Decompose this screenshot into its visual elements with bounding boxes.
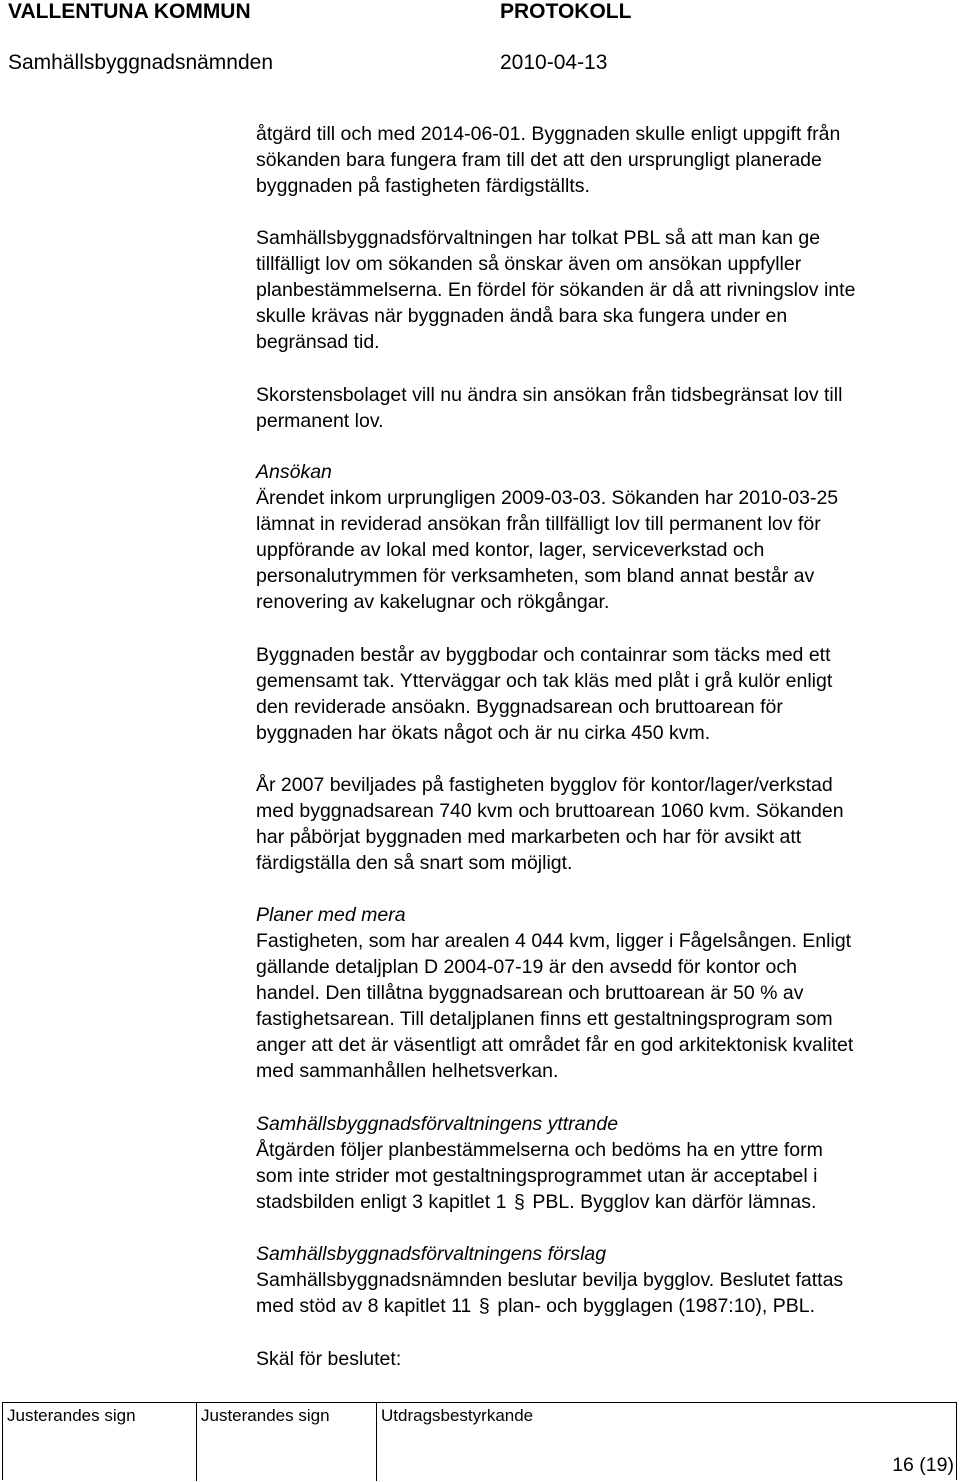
section-heading: Samhällsbyggnadsförvaltningens yttrande [256, 1113, 619, 1135]
text-line: anger att det är väsentligt att området får en god arkitektonisk kvalitet [256, 1034, 854, 1056]
text-line: Skäl för beslutet: [256, 1348, 402, 1370]
text-fragment: med stöd av 8 kapitlet 11 [256, 1295, 472, 1317]
section-yttrande [256, 1111, 956, 1215]
text-line: sökanden bara fungera fram till det att den ursprungligt planerade [256, 149, 822, 171]
text-line: färdigställa den så snart som möjligt. [256, 852, 573, 874]
text-line: Skorstensbolaget vill nu ändra sin ansökan från tidsbegränsat lov till [256, 384, 843, 406]
text-line [256, 1293, 956, 1319]
text-line: gällande detaljplan D 2004-07-19 är den avsedd för kontor och [256, 956, 797, 978]
paragraph-2007-permit [256, 772, 956, 876]
text-line: fastighetsarean. Till detaljplanen finns ett gestaltningsprogram som [256, 1008, 833, 1030]
board-name: Samhällsbyggnadsnämnden [8, 51, 274, 74]
text-fragment: plan- och bygglagen (1987:10), PBL. [497, 1295, 815, 1317]
section-ansokan [256, 459, 956, 615]
section-planer [256, 902, 956, 1084]
signature-label: Justerandes sign [201, 1406, 330, 1425]
text-line: Samhällsbyggnadsförvaltningen har tolkat PBL så att man kan ge [256, 227, 821, 249]
page-number: 16 (19) [892, 1454, 954, 1476]
text-line: åtgärd till och med 2014-06-01. Byggnaden skulle enligt uppgift från [256, 123, 841, 145]
signature-cell-1 [3, 1403, 197, 1481]
text-line: med byggnadsarean 740 kvm och bruttoarean 1060 kvm. Sökanden [256, 800, 844, 822]
text-line: gemensamt tak. Ytterväggar och tak kläs med plåt i grå kulör enligt [256, 670, 833, 692]
section-sign: § [478, 1295, 490, 1317]
section-heading: Ansökan [256, 461, 332, 483]
text-line: byggnaden har ökats något och är nu cirka 450 kvm. [256, 722, 711, 744]
text-line: År 2007 beviljades på fastigheten bygglov för kontor/lager/verkstad [256, 774, 833, 796]
text-line: renovering av kakelugnar och rökgångar. [256, 591, 610, 613]
text-line: skulle krävas när byggnaden ändå bara ska fungera under en [256, 305, 788, 327]
section-sign: § [513, 1191, 525, 1213]
paragraph-grounds [256, 1346, 956, 1372]
text-line: begränsad tid. [256, 331, 380, 353]
text-line: med sammanhållen helhetsverkan. [256, 1060, 559, 1082]
text-line: planbestämmelserna. En fördel för sökanden är då att rivningslov inte [256, 279, 856, 301]
section-forslag [256, 1241, 956, 1319]
organization-name: VALLENTUNA KOMMUN [8, 0, 251, 23]
text-line: Åtgärden följer planbestämmelserna och bedöms ha en yttre form [256, 1139, 823, 1161]
meeting-date: 2010-04-13 [500, 51, 608, 74]
text-line: Fastigheten, som har arealen 4 044 kvm, ligger i Fågelsången. Enligt [256, 930, 852, 952]
certification-label: Utdragsbestyrkande [381, 1406, 534, 1425]
text-line: uppförande av lokal med kontor, lager, serviceverkstad och [256, 539, 765, 561]
text-line: personalutrymmen för verksamheten, som bland annat består av [256, 565, 815, 587]
text-line: handel. Den tillåtna byggnadsarean och bruttoarean är 50 % av [256, 982, 804, 1004]
text-fragment: PBL. Bygglov kan därför lämnas. [532, 1191, 817, 1213]
text-line: Byggnaden består av byggbodar och containrar som täcks med ett [256, 644, 831, 666]
text-line: byggnaden på fastigheten färdigställts. [256, 175, 590, 197]
certification-cell [377, 1403, 955, 1481]
paragraph-timeframe [256, 121, 956, 199]
text-line: tillfälligt lov om sökanden så önskar även om ansökan uppfyller [256, 253, 802, 275]
text-line: som inte strider mot gestaltningsprogrammet utan är acceptabel i [256, 1165, 818, 1187]
paragraph-change-request [256, 382, 956, 434]
text-line: har påbörjat byggnaden med markarbeten och har för avsikt att [256, 826, 802, 848]
text-line: Ärendet inkom urprungligen 2009-03-03. Sökanden har 2010-03-25 [256, 487, 839, 509]
text-line: Samhällsbyggnadsnämnden beslutar bevilja bygglov. Beslutet fattas [256, 1269, 844, 1291]
section-heading: Planer med mera [256, 904, 406, 926]
signature-footer [2, 1402, 957, 1480]
document-type: PROTOKOLL [500, 0, 632, 23]
signature-cell-2 [197, 1403, 377, 1481]
paragraph-pbl-interpretation [256, 225, 956, 355]
paragraph-building-description [256, 642, 956, 746]
text-line [256, 1189, 956, 1215]
text-fragment: stadsbilden enligt 3 kapitlet 1 [256, 1191, 507, 1213]
text-line: permanent lov. [256, 410, 384, 432]
text-line: den reviderade ansöakn. Byggnadsarean och bruttoarean för [256, 696, 783, 718]
signature-label: Justerandes sign [7, 1406, 136, 1425]
section-heading: Samhällsbyggnadsförvaltningens förslag [256, 1243, 607, 1265]
text-line: lämnat in reviderad ansökan från tillfälligt lov till permanent lov för [256, 513, 821, 535]
